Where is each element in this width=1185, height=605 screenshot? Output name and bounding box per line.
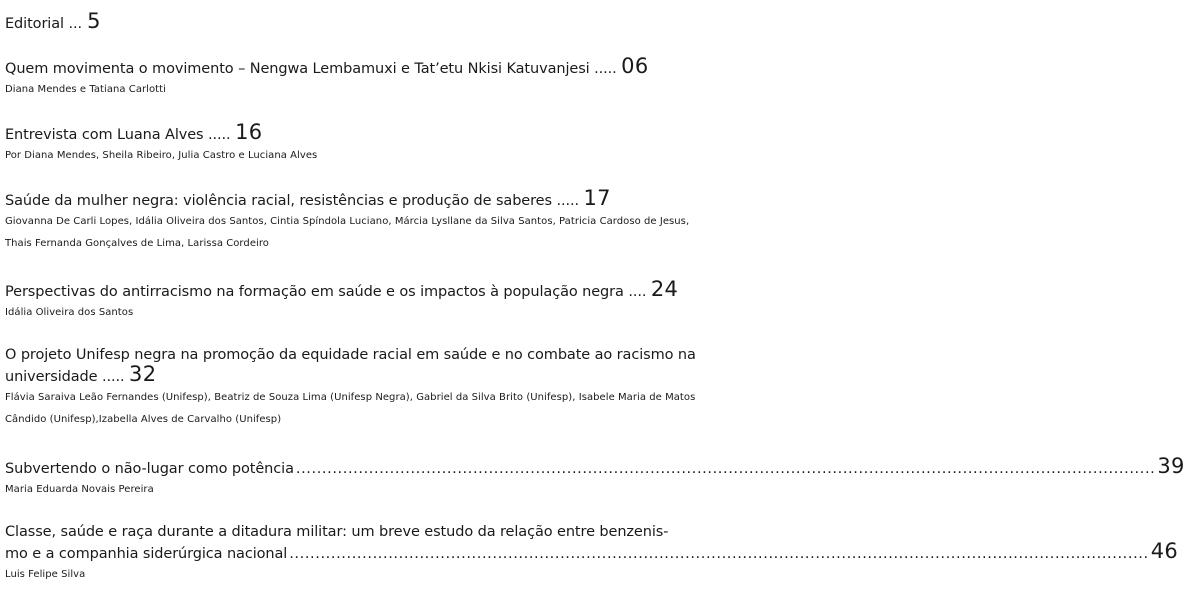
entry-title: Subvertendo o não-lugar como potência xyxy=(5,461,294,477)
entry-page-number: 32 xyxy=(129,362,157,386)
entry-authors: Giovanna De Carli Lopes, Idália Oliveira dos Santos, Cintia Spíndola Luciano, Márcia Lysllane da Silva Santos, Patricia Cardoso de Jesus, Thais Fernanda Gonçalves de Lima, Larissa Cordeiro xyxy=(5,216,690,249)
toc-entry-perspectivas-antirracismo[interactable] xyxy=(5,277,705,324)
toc-entry-editorial[interactable] xyxy=(5,9,705,34)
entry-authors: Luis Felipe Silva xyxy=(5,569,86,580)
entry-title-line-1: Classe, saúde e raça durante a ditadura militar: um breve estudo da relação entre benzenis- xyxy=(5,524,669,540)
entry-title: O projeto Unifesp negra na promoção da equidade racial em saúde e no combate ao racismo na universidade ..... xyxy=(5,347,696,385)
entry-title: Entrevista com Luana Alves ..... xyxy=(5,127,231,143)
toc-entry-saude-mulher-negra[interactable] xyxy=(5,186,705,255)
entry-page-number: 24 xyxy=(650,277,679,301)
entry-title: Saúde da mulher negra: violência racial, resistências e produção de saberes ..... xyxy=(5,193,579,209)
entry-title-line-2: mo e a companhia siderúrgica nacional xyxy=(5,546,288,562)
toc-entry-classe-saude-raca[interactable] xyxy=(5,523,1179,586)
toc-entry-subvertendo[interactable] xyxy=(5,454,1185,501)
entry-authors: Diana Mendes e Tatiana Carlotti xyxy=(5,84,166,95)
entry-page-number: 5 xyxy=(87,9,101,33)
toc-entry-projeto-unifesp-negra[interactable] xyxy=(5,346,705,431)
toc-entry-quem-movimenta[interactable] xyxy=(5,54,705,101)
entry-authors: Por Diana Mendes, Sheila Ribeiro, Julia Castro e Luciana Alves xyxy=(5,150,318,161)
entry-authors: Flávia Saraiva Leão Fernandes (Unifesp), Beatriz de Souza Lima (Unifesp Negra), Gabriel da Silva Brito (Unifesp), Isabele Maria de Matos Cândido (Unifesp),Izabella Alves de Carvalho (Unifesp) xyxy=(5,392,696,425)
leader-dots: ..................................................................................................................................................................... xyxy=(289,546,1149,562)
entry-authors: Idália Oliveira dos Santos xyxy=(5,307,134,318)
entry-page-number: 39 xyxy=(1157,454,1185,478)
entry-page-number: 17 xyxy=(583,186,611,210)
entry-title: Perspectivas do antirracismo na formação em saúde e os impactos à população negra .... xyxy=(5,284,647,300)
entry-authors: Maria Eduarda Novais Pereira xyxy=(5,484,154,495)
leader-dots: ..................................................................................................................................................................... xyxy=(295,461,1156,477)
entry-page-number: 06 xyxy=(621,54,649,78)
entry-title: Editorial ... xyxy=(5,16,82,32)
entry-page-number: 16 xyxy=(235,120,263,144)
entry-title: Quem movimenta o movimento – Nengwa Lembamuxi e Tat’etu Nkisi Katuvanjesi ..... xyxy=(5,61,617,77)
toc-entry-entrevista[interactable] xyxy=(5,120,705,167)
entry-page-number: 46 xyxy=(1150,539,1179,563)
